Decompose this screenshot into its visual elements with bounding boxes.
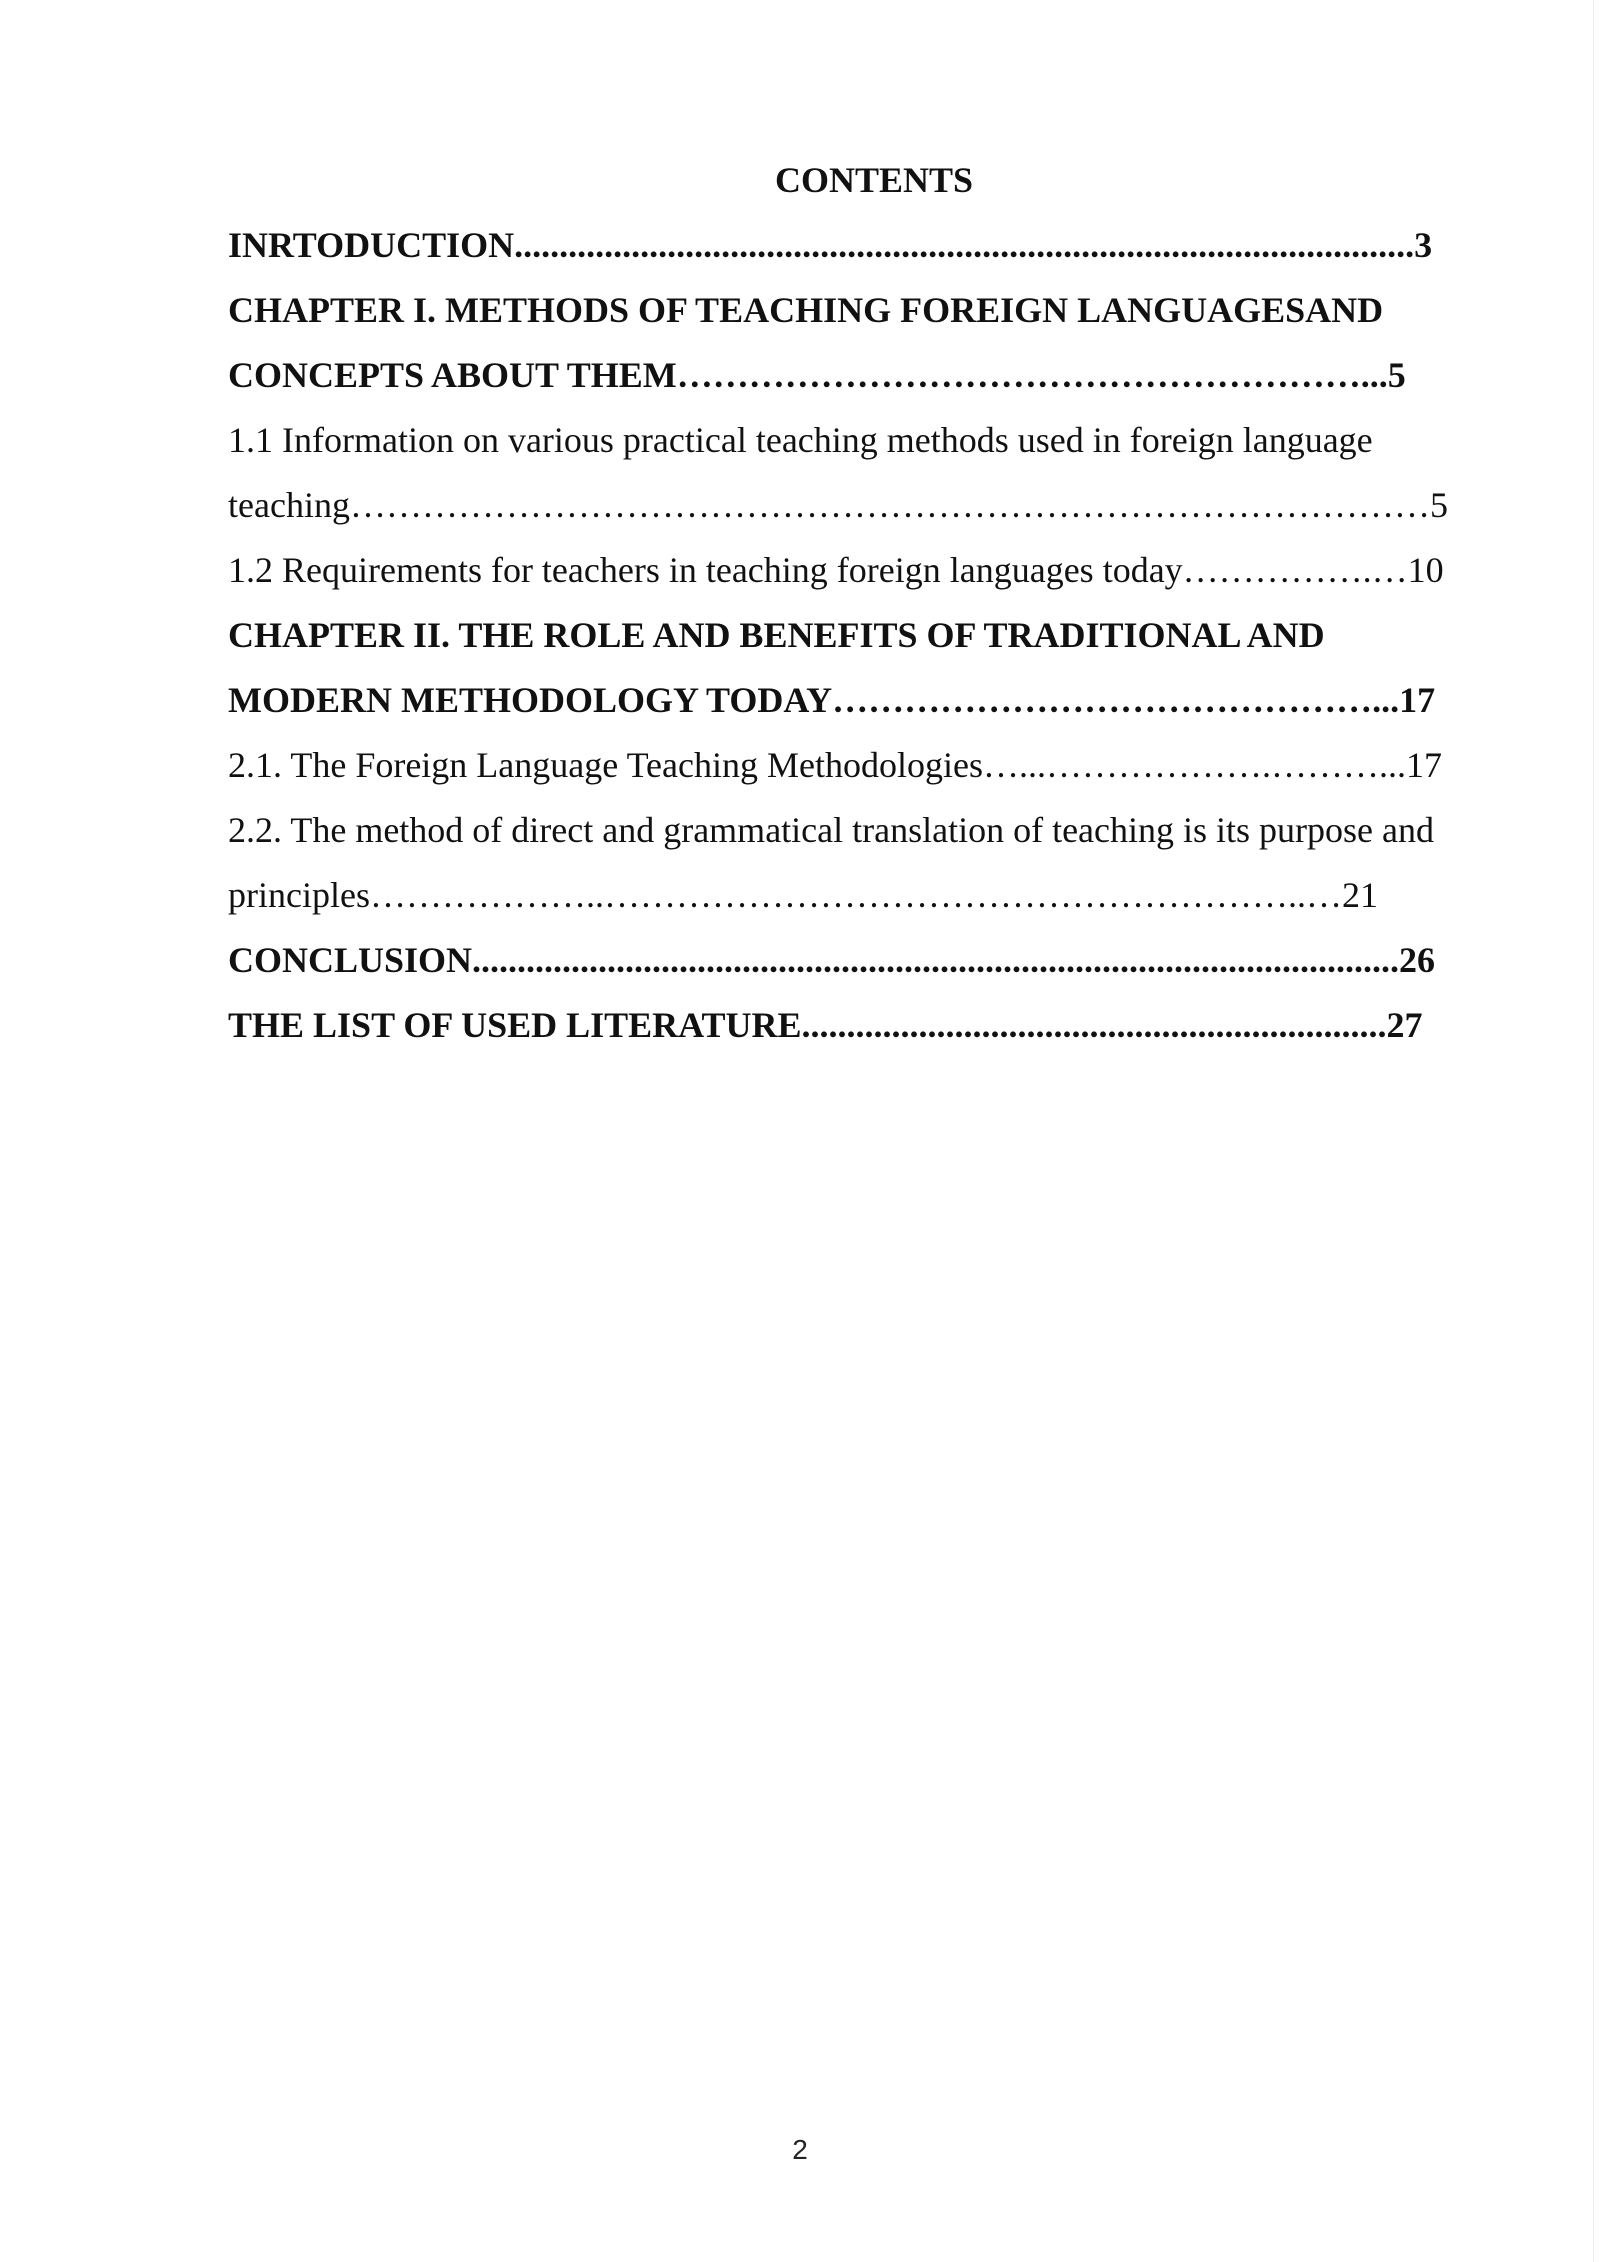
- toc-entry-section-1-1-line-2: teaching………………………………………………………………………………5: [228, 485, 1448, 525]
- toc-entry-chapter-1-line-1: CHAPTER I. METHODS OF TEACHING FOREIGN LANGUAGESAND: [228, 290, 1384, 330]
- toc-entry-section-2-2-line-1: 2.2. The method of direct and grammatical translation of teaching is its purpose and: [228, 810, 1434, 850]
- toc-entry-section-1-2: 1.2 Requirements for teachers in teaching foreign languages today…………….…10: [228, 550, 1444, 590]
- toc-entry-conclusion: CONCLUSION.......................................................................................................26: [228, 940, 1436, 980]
- toc-entry-section-1-1-line-1: 1.1 Information on various practical teaching methods used in foreign language: [228, 420, 1373, 460]
- toc-entry-literature: THE LIST OF USED LITERATURE.................................................................27: [228, 1005, 1423, 1045]
- table-of-contents: [228, 148, 1500, 1058]
- toc-entry-chapter-2-line-1: CHAPTER II. THE ROLE AND BENEFITS OF TRADITIONAL AND: [228, 615, 1325, 655]
- toc-entry-chapter-2-line-2: MODERN METHODOLOGY TODAY………………………………………...17: [228, 680, 1436, 720]
- toc-entry-chapter-1-line-2: CONCEPTS ABOUT THEM…………………………………………………...5: [228, 355, 1406, 395]
- toc-title: CONTENTS: [774, 160, 974, 200]
- page-number: 2: [792, 2134, 808, 2165]
- toc-entry-section-2-2-line-2: principles………………..…………………………………………………..…21: [228, 875, 1378, 915]
- toc-entry-section-2-1: 2.1. The Foreign Language Teaching Methodologies…...……………….………...17: [228, 745, 1442, 785]
- toc-entry-introduction: INRTODUCTION....................................................................................................3: [228, 225, 1433, 265]
- page-edge-divider: [1593, 0, 1594, 2262]
